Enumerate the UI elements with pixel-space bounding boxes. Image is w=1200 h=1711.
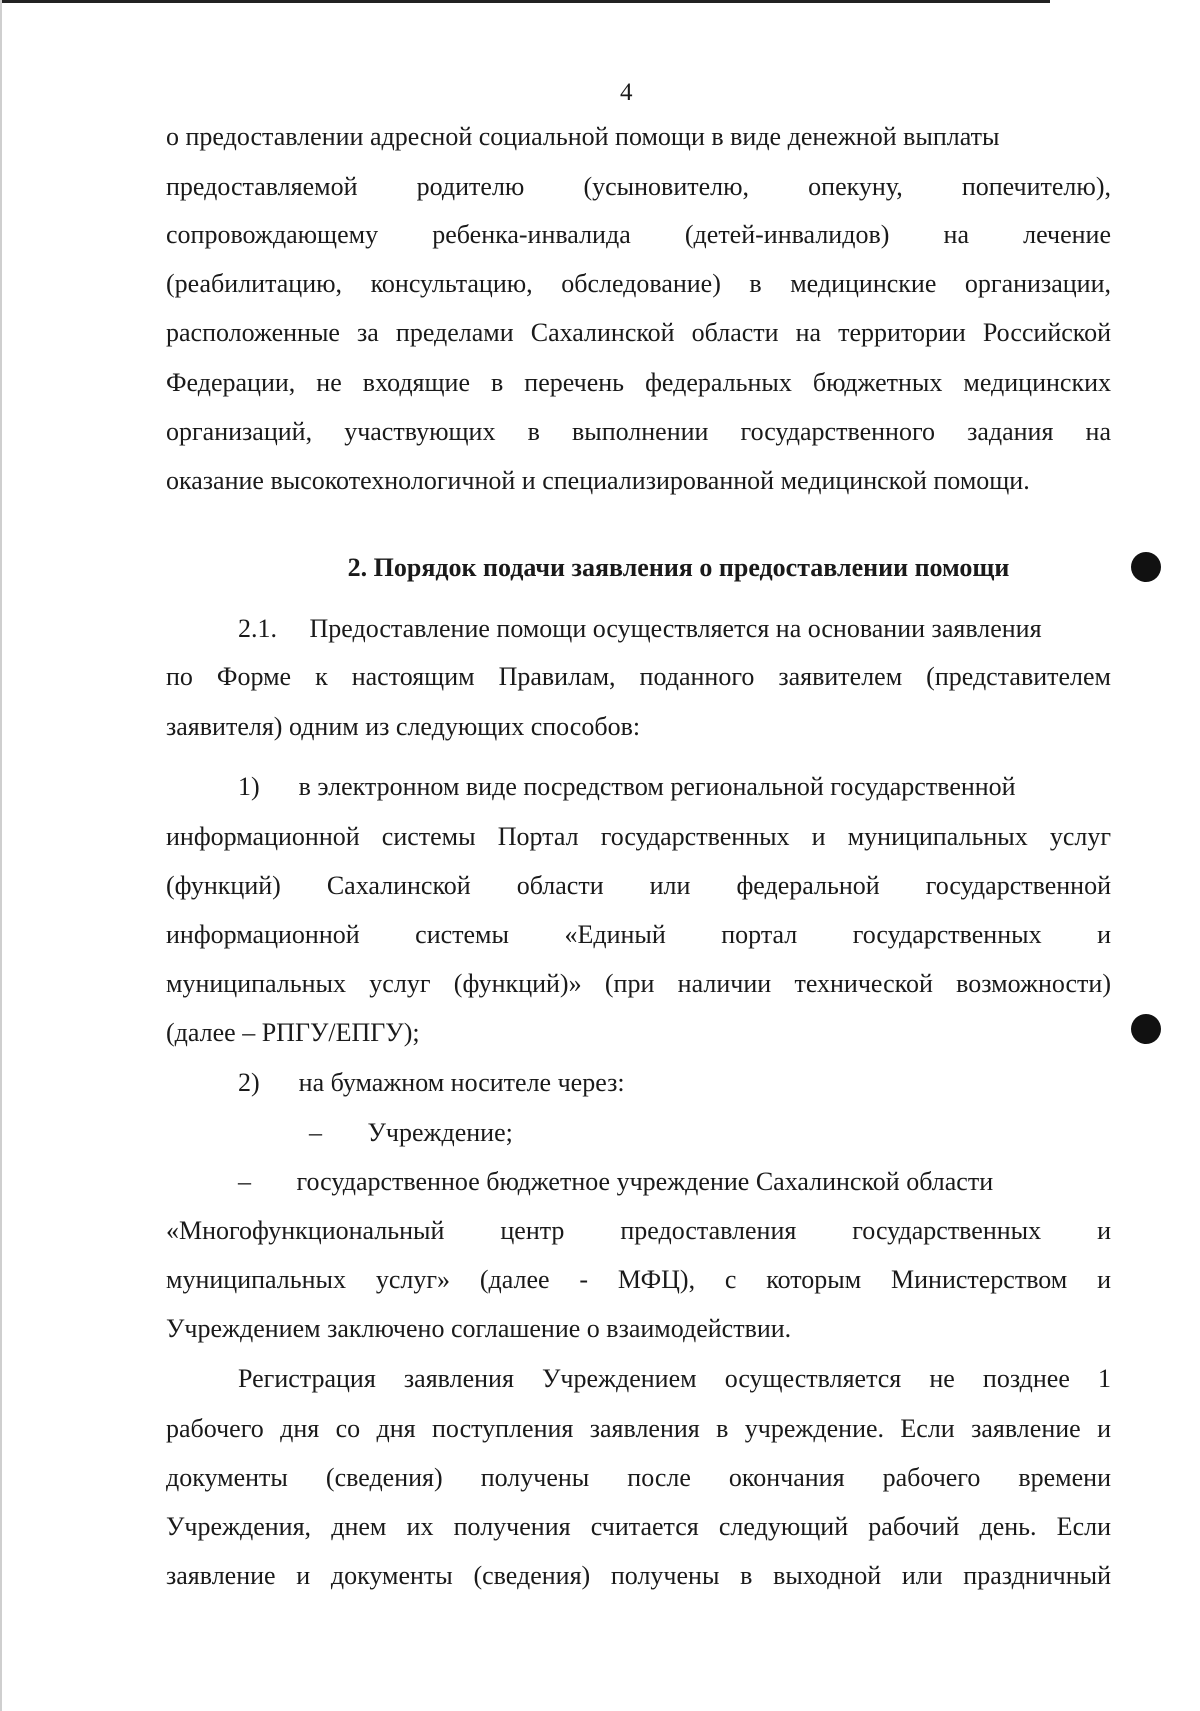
registration-paragraph-line: заявление и документы (сведения) получены в выходной или праздничный: [166, 1561, 1111, 1590]
paragraph-2-1-line: 2.1. Предоставление помощи осуществляется на основании заявления: [238, 614, 1042, 643]
intro-line: (реабилитацию, консультацию, обследование) в медицинские организации,: [166, 269, 1111, 298]
list-item-1-line: (далее – РПГУ/ЕПГУ);: [166, 1018, 420, 1047]
list-item-1-line: 1) в электронном виде посредством региональной государственной: [238, 772, 1016, 801]
registration-paragraph-line: Учреждения, днем их получения считается следующий рабочий день. Если: [166, 1512, 1111, 1541]
intro-line: Федерации, не входящие в перечень федеральных бюджетных медицинских: [166, 368, 1111, 397]
dash-item-mfc-line: Учреждением заключено соглашение о взаимодействии.: [166, 1314, 792, 1343]
list-item-1-line: муниципальных услуг (функций)» (при наличии технической возможности): [166, 969, 1111, 998]
dash-item-mfc-line: «Многофункциональный центр предоставления государственных и: [166, 1216, 1111, 1245]
paragraph-2-1-line: заявителя) одним из следующих способов:: [166, 712, 641, 741]
punch-hole-mark: [1131, 552, 1161, 582]
list-item-2: 2) на бумажном носителе через:: [238, 1068, 625, 1097]
registration-paragraph-line: документы (сведения) получены после окончания рабочего времени: [166, 1463, 1111, 1492]
page-number: 4: [620, 79, 633, 106]
scan-top-edge: [0, 0, 1050, 3]
intro-line: расположенные за пределами Сахалинской области на территории Российской: [166, 318, 1111, 347]
dash-item-mfc-line: муниципальных услуг» (далее - МФЦ), с которым Министерством и: [166, 1265, 1111, 1294]
intro-line: оказание высокотехнологичной и специализированной медицинской помощи.: [166, 466, 1030, 495]
scan-left-edge: [0, 0, 2, 1711]
list-item-1-line: информационной системы «Единый портал государственных и: [166, 920, 1111, 949]
dash-item-institution: – Учреждение;: [309, 1118, 513, 1147]
list-item-1-line: (функций) Сахалинской области или федеральной государственной: [166, 871, 1111, 900]
paragraph-2-1-line: по Форме к настоящим Правилам, поданного заявителем (представителем: [166, 662, 1111, 691]
intro-line: о предоставлении адресной социальной помощи в виде денежной выплаты: [166, 122, 1000, 151]
dash-item-mfc-line: – государственное бюджетное учреждение Сахалинской области: [238, 1167, 994, 1196]
registration-paragraph-line: Регистрация заявления Учреждением осуществляется не позднее 1: [238, 1364, 1111, 1393]
intro-line: предоставляемой родителю (усыновителю, опекуну, попечителю),: [166, 172, 1111, 201]
intro-line: сопровождающему ребенка-инвалида (детей-инвалидов) на лечение: [166, 220, 1111, 249]
section-heading: 2. Порядок подачи заявления о предоставлении помощи: [347, 553, 1010, 582]
intro-line: организаций, участвующих в выполнении государственного задания на: [166, 417, 1111, 446]
registration-paragraph-line: рабочего дня со дня поступления заявления в учреждение. Если заявление и: [166, 1414, 1111, 1443]
list-item-1-line: информационной системы Портал государственных и муниципальных услуг: [166, 822, 1111, 851]
punch-hole-mark: [1131, 1014, 1161, 1044]
